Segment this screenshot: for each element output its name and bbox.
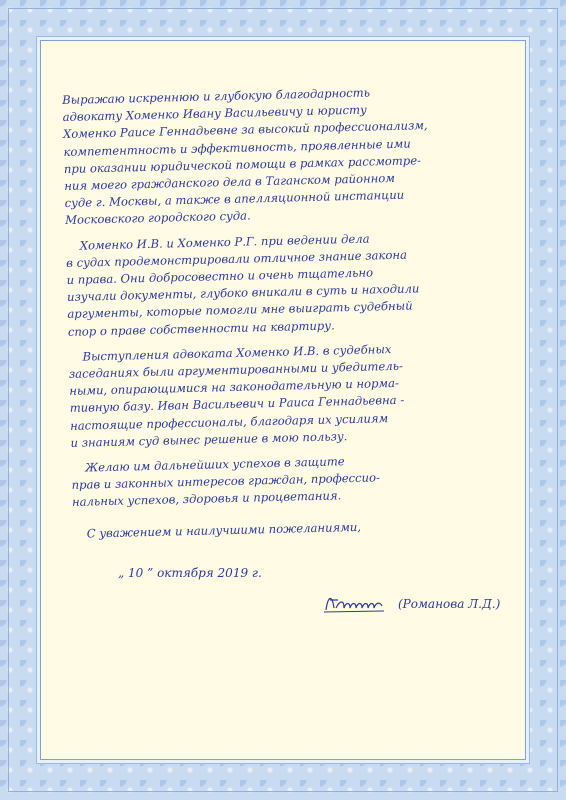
letter-line: Хоменко И.В. и Хоменко Р.Г. при ведении дела <box>79 231 370 253</box>
paragraph-speeches <box>68 338 510 452</box>
letter-line: заседаниях были аргументированными и убедитель- <box>68 358 404 381</box>
paragraph-gratitude <box>62 81 505 229</box>
letter-line: при оказании юридической помощи в рамках рассмотре- <box>63 153 422 176</box>
letter-line: изучали документы, глубоко вникали в суть и находили <box>66 281 420 305</box>
letter-line: Хоменко Раисе Геннадьевне за высокий профессионализм, <box>62 118 428 142</box>
letter-line: ными, опирающимися на законодательную и норма- <box>69 376 400 399</box>
letter-line: Выступления адвоката Хоменко И.В. в судебных <box>82 341 392 364</box>
letter-line: Выражаю искреннюю и глубокую благодарность <box>62 85 371 107</box>
letter-line: спор о праве собственности на квартиру. <box>67 318 335 339</box>
handwritten-signature <box>322 590 392 616</box>
letter-line: суде г. Москвы, а также в апелляционной инстанции <box>64 187 405 211</box>
letter-line: нальных успехов, здоровья и процветания. <box>71 488 342 510</box>
letter-line: адвокату Хоменко Ивану Васильевичу и юристу <box>62 102 367 125</box>
letter-line: аргументы, которые помогли мне выиграть судебный <box>67 298 413 322</box>
letter-line: прав и законных интересов граждан, профессио- <box>71 470 381 493</box>
letter-line: ния моего гражданского дела в Таганском районном <box>64 170 396 193</box>
closing-line: С уважением и наилучшими пожеланиями, <box>86 519 362 541</box>
letter-line: Московского городского суда. <box>64 208 251 228</box>
signer-name: (Романова Л.Д.) <box>398 597 501 611</box>
letter-line: в судах продемонстрировали отличное знание закона <box>66 247 408 270</box>
letter-line: и права. Они добросовестно и очень тщательно <box>66 265 374 287</box>
letter-line: настоящие профессионалы, благодаря их усилиям <box>69 410 389 433</box>
letter-body <box>62 81 513 542</box>
letter-line: компетентность и эффективность, проявленные ими <box>63 136 411 159</box>
letter-line: тивную базу. Иван Васильевич и Раиса Геннадьевна - <box>69 393 405 416</box>
letter-line: Желаю им дальнейших успехов в защите <box>85 454 345 475</box>
letter-date: „ 10 ” октября 2019 г. <box>118 566 262 580</box>
letter-line: и знаниям суд вынес решение в мою пользу. <box>70 428 348 450</box>
paragraph-court-work <box>66 227 508 341</box>
